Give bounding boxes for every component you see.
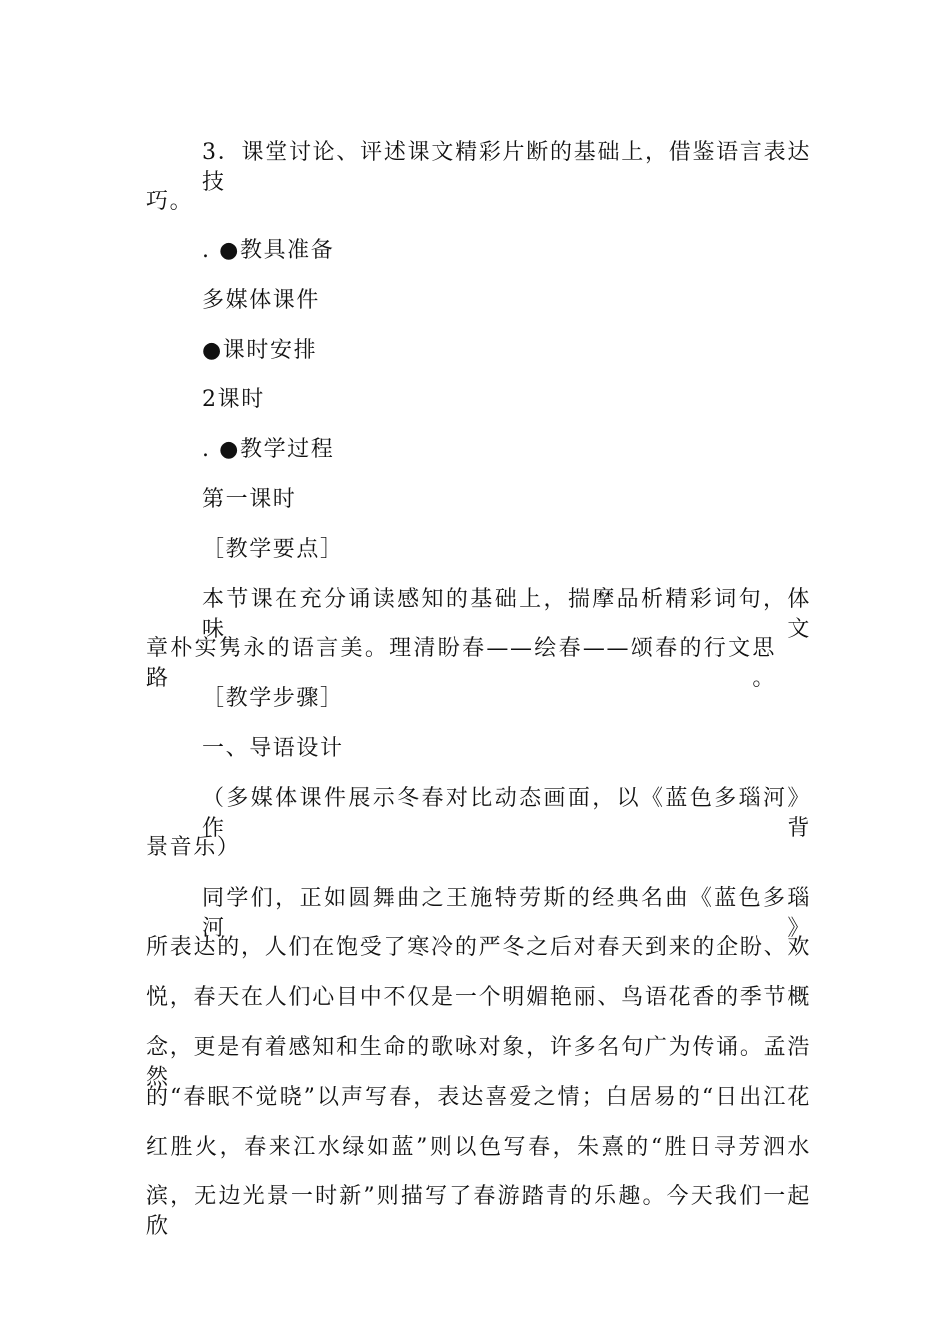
- paragraph-line: 的“春眠不觉晓”以声写春，表达喜爱之情；白居易的“日出江花: [146, 1085, 811, 1110]
- paragraph-line: 3．课堂讨论、评述课文精彩片断的基础上，借鉴语言表达技: [202, 140, 811, 195]
- paragraph-line: 本节课在充分诵读感知的基础上，揣摩品析精彩词句，体味文: [202, 587, 811, 642]
- section-heading: ●课时安排: [202, 338, 318, 363]
- paragraph-line: 巧。: [146, 189, 194, 214]
- paragraph-line: 念，更是有着感知和生命的歌咏对象，许多名句广为传诵。孟浩然: [146, 1035, 811, 1090]
- paragraph-line: 同学们，正如圆舞曲之王施特劳斯的经典名曲《蓝色多瑙河》: [202, 886, 811, 941]
- paragraph-line: 悦，春天在人们心目中不仅是一个明媚艳丽、鸟语花香的季节概: [146, 985, 811, 1010]
- paragraph-line: 红胜火，春来江水绿如蓝”则以色写春，朱熹的“胜日寻芳泗水: [146, 1135, 811, 1160]
- body-text: 2课时: [202, 387, 265, 412]
- body-text: 多媒体课件: [202, 288, 321, 313]
- subsection-heading: ［教学要点］: [202, 537, 344, 562]
- subsection-heading: ［教学步骤］: [202, 686, 344, 711]
- paragraph-line: 滨，无边光景一时新”则描写了春游踏青的乐趣。今天我们一起欣: [146, 1184, 811, 1239]
- body-text: 第一课时: [202, 487, 297, 512]
- paragraph-line: 景音乐）: [146, 835, 241, 860]
- paragraph-line: 所表达的，人们在饱受了寒冷的严冬之后对春天到来的企盼、欢: [146, 935, 811, 960]
- paragraph-line: 章朴实隽永的语言美。理清盼春——绘春——颂春的行文思路。: [146, 636, 776, 691]
- section-heading: . ●教学过程: [202, 437, 335, 462]
- body-text: 一、导语设计: [202, 736, 344, 761]
- section-heading: . ●教具准备: [202, 238, 335, 263]
- paragraph-line: （多媒体课件展示冬春对比动态画面，以《蓝色多瑙河》作背: [202, 786, 811, 841]
